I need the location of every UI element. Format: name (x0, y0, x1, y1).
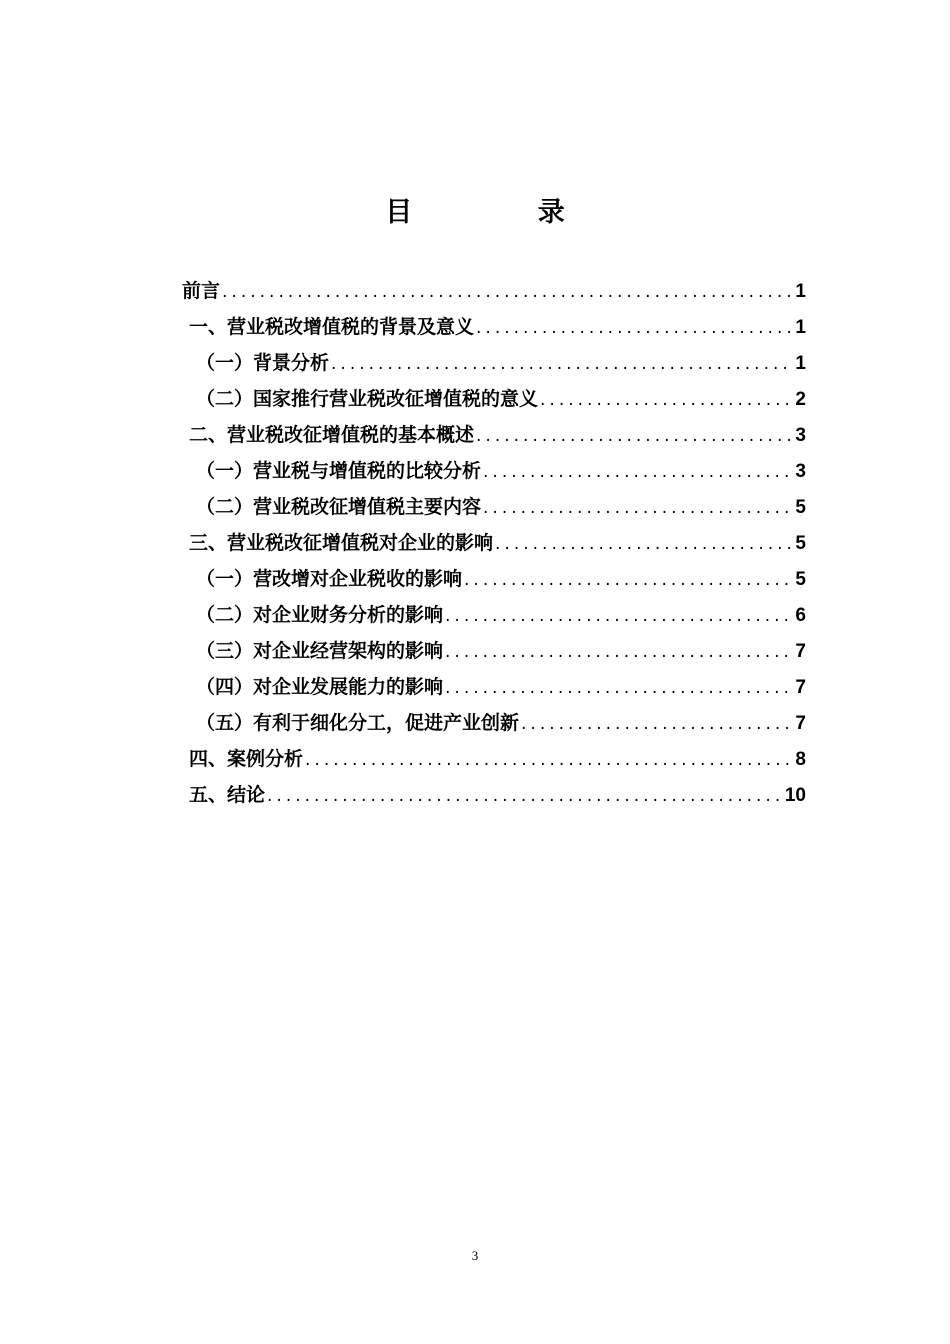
toc-entry-label: （二）对企业财务分析的影响 (196, 604, 444, 626)
toc-entry-page: 7 (795, 641, 806, 662)
toc-entry-page: 7 (795, 677, 806, 698)
toc-entry[interactable] (182, 597, 806, 633)
toc-entry[interactable] (182, 453, 806, 489)
toc-entry[interactable] (182, 633, 806, 669)
toc-entry-label: 前言 (182, 280, 221, 302)
toc-dot-leader (476, 418, 793, 454)
toc-entry-label: 三、营业税改征增值税对企业的影响 (189, 532, 494, 554)
toc-dot-leader (476, 310, 793, 346)
toc-entry-page: 1 (795, 281, 806, 302)
toc-entry-label: 五、结论 (189, 784, 266, 806)
toc-entry-label: 二、营业税改征增值税的基本概述 (189, 424, 475, 446)
toc-entry-label: 一、营业税改增值税的背景及意义 (189, 316, 475, 338)
toc-dot-leader (483, 454, 793, 490)
toc-entry-label: （一）背景分析 (196, 352, 330, 374)
toc-entry-label: 四、案例分析 (189, 748, 304, 770)
toc-entry-label: （一）营改增对企业税收的影响 (196, 568, 463, 590)
toc-entry-page: 8 (795, 749, 806, 770)
toc-entry-page: 5 (795, 569, 806, 590)
toc-entry-page: 10 (784, 785, 806, 806)
toc-entry[interactable] (182, 777, 806, 813)
toc-dot-leader (540, 382, 793, 418)
toc-dot-leader (331, 346, 793, 382)
toc-entry[interactable] (182, 381, 806, 417)
page-number: 3 (471, 1248, 479, 1263)
toc-entry-page: 1 (795, 353, 806, 374)
toc-entry[interactable] (182, 705, 806, 741)
toc-entry-page: 6 (795, 605, 806, 626)
toc-entry[interactable] (182, 741, 806, 777)
toc-dot-leader (222, 274, 793, 310)
toc-dot-leader (483, 490, 793, 526)
toc-list (182, 273, 806, 813)
toc-dot-leader (305, 742, 793, 778)
toc-dot-leader (267, 778, 783, 814)
toc-entry[interactable] (182, 345, 806, 381)
toc-entry-page: 3 (795, 461, 806, 482)
toc-entry-page: 1 (795, 317, 806, 338)
toc-entry-page: 2 (795, 389, 806, 410)
toc-entry[interactable] (182, 489, 806, 525)
toc-entry-page: 7 (795, 713, 806, 734)
toc-entry-label: （二）国家推行营业税改征增值税的意义 (196, 388, 539, 410)
toc-entry[interactable] (182, 525, 806, 561)
toc-dot-leader (464, 562, 793, 598)
toc-dot-leader (445, 670, 793, 706)
toc-entry[interactable] (182, 561, 806, 597)
toc-entry[interactable] (182, 309, 806, 345)
toc-entry[interactable] (182, 273, 806, 309)
toc-entry[interactable] (182, 669, 806, 705)
toc-entry-page: 3 (795, 425, 806, 446)
toc-title: 目 录 (385, 197, 623, 228)
toc-entry-label: （二）营业税改征增值税主要内容 (196, 496, 482, 518)
toc-dot-leader (521, 706, 793, 742)
toc-entry[interactable] (182, 417, 806, 453)
toc-dot-leader (445, 634, 793, 670)
toc-dot-leader (445, 598, 793, 634)
toc-entry-label: （一）营业税与增值税的比较分析 (196, 460, 482, 482)
toc-entry-label: （三）对企业经营架构的影响 (196, 640, 444, 662)
toc-entry-label: （四）对企业发展能力的影响 (196, 676, 444, 698)
toc-entry-label: （五）有利于细化分工，促进产业创新 (196, 712, 520, 734)
toc-dot-leader (495, 526, 793, 562)
toc-entry-page: 5 (795, 497, 806, 518)
toc-entry-page: 5 (795, 533, 806, 554)
